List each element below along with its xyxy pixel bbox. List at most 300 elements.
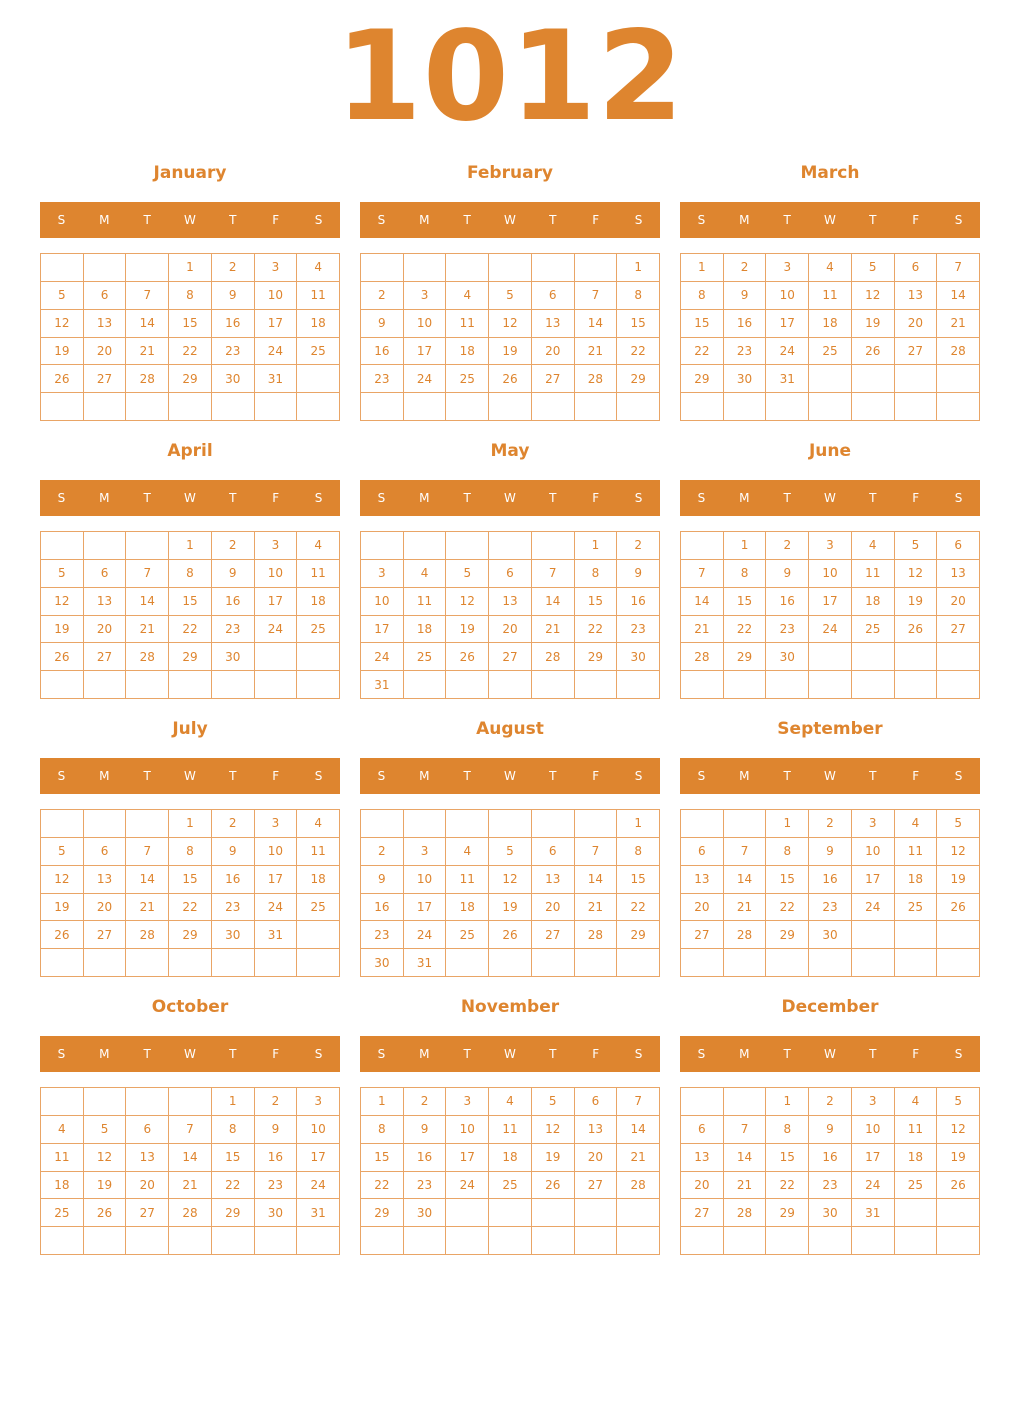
day-cell[interactable]: 27 [84, 921, 127, 949]
day-cell[interactable]: 2 [809, 1088, 852, 1116]
day-cell[interactable]: 5 [489, 838, 532, 866]
day-cell[interactable]: 14 [681, 588, 724, 616]
day-cell[interactable]: 10 [852, 838, 895, 866]
day-cell[interactable]: 4 [41, 1116, 84, 1144]
day-cell[interactable]: 18 [895, 1144, 938, 1172]
day-cell[interactable]: 24 [297, 1172, 340, 1200]
day-cell[interactable]: 25 [297, 616, 340, 644]
day-cell[interactable]: 9 [361, 866, 404, 894]
day-cell[interactable]: 15 [575, 588, 618, 616]
day-cell[interactable]: 1 [212, 1088, 255, 1116]
day-cell[interactable]: 15 [617, 866, 660, 894]
day-cell[interactable]: 9 [809, 1116, 852, 1144]
day-cell[interactable]: 20 [532, 338, 575, 366]
day-cell[interactable]: 12 [41, 866, 84, 894]
day-cell[interactable]: 14 [575, 310, 618, 338]
day-cell[interactable]: 19 [446, 616, 489, 644]
day-cell[interactable]: 23 [212, 338, 255, 366]
day-cell[interactable]: 23 [404, 1172, 447, 1200]
day-cell[interactable]: 31 [766, 365, 809, 393]
day-cell[interactable]: 18 [404, 616, 447, 644]
day-cell[interactable]: 6 [84, 560, 127, 588]
day-cell[interactable]: 3 [255, 532, 298, 560]
day-cell[interactable]: 13 [681, 866, 724, 894]
day-cell[interactable]: 28 [169, 1199, 212, 1227]
day-cell[interactable]: 17 [361, 616, 404, 644]
day-cell[interactable]: 26 [489, 921, 532, 949]
day-cell[interactable]: 13 [532, 310, 575, 338]
day-cell[interactable]: 9 [361, 310, 404, 338]
day-cell[interactable]: 23 [766, 616, 809, 644]
day-cell[interactable]: 26 [84, 1199, 127, 1227]
day-cell[interactable]: 3 [809, 532, 852, 560]
day-cell[interactable]: 13 [84, 588, 127, 616]
day-cell[interactable]: 25 [297, 338, 340, 366]
day-cell[interactable]: 4 [809, 254, 852, 282]
day-cell[interactable]: 31 [404, 949, 447, 977]
day-cell[interactable]: 25 [895, 894, 938, 922]
day-cell[interactable]: 6 [937, 532, 980, 560]
day-cell[interactable]: 12 [446, 588, 489, 616]
day-cell[interactable]: 2 [212, 810, 255, 838]
day-cell[interactable]: 11 [297, 282, 340, 310]
day-cell[interactable]: 2 [404, 1088, 447, 1116]
day-cell[interactable]: 9 [255, 1116, 298, 1144]
day-cell[interactable]: 24 [255, 894, 298, 922]
day-cell[interactable]: 24 [255, 338, 298, 366]
day-cell[interactable]: 8 [169, 838, 212, 866]
day-cell[interactable]: 18 [446, 894, 489, 922]
day-cell[interactable]: 1 [724, 532, 767, 560]
day-cell[interactable]: 26 [41, 643, 84, 671]
day-cell[interactable]: 8 [617, 282, 660, 310]
day-cell[interactable]: 3 [446, 1088, 489, 1116]
day-cell[interactable]: 11 [895, 838, 938, 866]
day-cell[interactable]: 5 [895, 532, 938, 560]
day-cell[interactable]: 22 [681, 338, 724, 366]
day-cell[interactable]: 11 [895, 1116, 938, 1144]
day-cell[interactable]: 7 [724, 838, 767, 866]
day-cell[interactable]: 13 [895, 282, 938, 310]
day-cell[interactable]: 20 [84, 616, 127, 644]
day-cell[interactable]: 10 [404, 310, 447, 338]
day-cell[interactable]: 16 [766, 588, 809, 616]
day-cell[interactable]: 24 [446, 1172, 489, 1200]
day-cell[interactable]: 17 [255, 866, 298, 894]
day-cell[interactable]: 18 [446, 338, 489, 366]
day-cell[interactable]: 16 [724, 310, 767, 338]
day-cell[interactable]: 25 [489, 1172, 532, 1200]
day-cell[interactable]: 28 [575, 365, 618, 393]
day-cell[interactable]: 3 [255, 254, 298, 282]
day-cell[interactable]: 29 [681, 365, 724, 393]
day-cell[interactable]: 31 [297, 1199, 340, 1227]
day-cell[interactable]: 22 [617, 338, 660, 366]
day-cell[interactable]: 7 [532, 560, 575, 588]
day-cell[interactable]: 4 [895, 1088, 938, 1116]
day-cell[interactable]: 9 [212, 838, 255, 866]
day-cell[interactable]: 3 [404, 282, 447, 310]
day-cell[interactable]: 20 [895, 310, 938, 338]
day-cell[interactable]: 29 [575, 643, 618, 671]
day-cell[interactable]: 28 [724, 1199, 767, 1227]
day-cell[interactable]: 2 [212, 532, 255, 560]
day-cell[interactable]: 11 [446, 866, 489, 894]
day-cell[interactable]: 11 [489, 1116, 532, 1144]
day-cell[interactable]: 6 [681, 838, 724, 866]
day-cell[interactable]: 8 [361, 1116, 404, 1144]
day-cell[interactable]: 18 [297, 310, 340, 338]
day-cell[interactable]: 4 [404, 560, 447, 588]
day-cell[interactable]: 23 [361, 365, 404, 393]
day-cell[interactable]: 14 [937, 282, 980, 310]
day-cell[interactable]: 2 [766, 532, 809, 560]
day-cell[interactable]: 13 [84, 310, 127, 338]
day-cell[interactable]: 10 [255, 560, 298, 588]
day-cell[interactable]: 7 [126, 560, 169, 588]
day-cell[interactable]: 30 [212, 643, 255, 671]
day-cell[interactable]: 27 [681, 921, 724, 949]
day-cell[interactable]: 14 [126, 310, 169, 338]
day-cell[interactable]: 11 [809, 282, 852, 310]
day-cell[interactable]: 21 [617, 1144, 660, 1172]
day-cell[interactable]: 7 [724, 1116, 767, 1144]
day-cell[interactable]: 25 [41, 1199, 84, 1227]
day-cell[interactable]: 31 [255, 365, 298, 393]
day-cell[interactable]: 10 [852, 1116, 895, 1144]
day-cell[interactable]: 25 [446, 365, 489, 393]
day-cell[interactable]: 23 [212, 894, 255, 922]
day-cell[interactable]: 18 [297, 866, 340, 894]
day-cell[interactable]: 17 [852, 1144, 895, 1172]
day-cell[interactable]: 7 [617, 1088, 660, 1116]
day-cell[interactable]: 10 [766, 282, 809, 310]
day-cell[interactable]: 28 [617, 1172, 660, 1200]
day-cell[interactable]: 11 [297, 838, 340, 866]
day-cell[interactable]: 28 [126, 643, 169, 671]
day-cell[interactable]: 12 [41, 588, 84, 616]
day-cell[interactable]: 29 [169, 921, 212, 949]
day-cell[interactable]: 2 [617, 532, 660, 560]
day-cell[interactable]: 6 [126, 1116, 169, 1144]
day-cell[interactable]: 17 [404, 338, 447, 366]
day-cell[interactable]: 22 [575, 616, 618, 644]
day-cell[interactable]: 12 [937, 1116, 980, 1144]
day-cell[interactable]: 8 [681, 282, 724, 310]
day-cell[interactable]: 4 [895, 810, 938, 838]
day-cell[interactable]: 7 [575, 838, 618, 866]
day-cell[interactable]: 26 [446, 643, 489, 671]
day-cell[interactable]: 14 [169, 1144, 212, 1172]
day-cell[interactable]: 30 [766, 643, 809, 671]
day-cell[interactable]: 6 [681, 1116, 724, 1144]
day-cell[interactable]: 19 [84, 1172, 127, 1200]
day-cell[interactable]: 4 [446, 282, 489, 310]
day-cell[interactable]: 11 [297, 560, 340, 588]
day-cell[interactable]: 18 [852, 588, 895, 616]
day-cell[interactable]: 6 [84, 282, 127, 310]
day-cell[interactable]: 3 [852, 810, 895, 838]
day-cell[interactable]: 22 [617, 894, 660, 922]
day-cell[interactable]: 2 [361, 838, 404, 866]
day-cell[interactable]: 20 [84, 894, 127, 922]
day-cell[interactable]: 31 [255, 921, 298, 949]
day-cell[interactable]: 5 [446, 560, 489, 588]
day-cell[interactable]: 6 [895, 254, 938, 282]
day-cell[interactable]: 7 [681, 560, 724, 588]
day-cell[interactable]: 6 [575, 1088, 618, 1116]
day-cell[interactable]: 26 [852, 338, 895, 366]
day-cell[interactable]: 5 [41, 838, 84, 866]
day-cell[interactable]: 10 [809, 560, 852, 588]
day-cell[interactable]: 8 [766, 1116, 809, 1144]
day-cell[interactable]: 3 [255, 810, 298, 838]
day-cell[interactable]: 23 [212, 616, 255, 644]
day-cell[interactable]: 17 [255, 310, 298, 338]
day-cell[interactable]: 9 [212, 282, 255, 310]
day-cell[interactable]: 20 [126, 1172, 169, 1200]
day-cell[interactable]: 23 [617, 616, 660, 644]
day-cell[interactable]: 27 [937, 616, 980, 644]
day-cell[interactable]: 20 [532, 894, 575, 922]
day-cell[interactable]: 26 [41, 365, 84, 393]
day-cell[interactable]: 31 [852, 1199, 895, 1227]
day-cell[interactable]: 2 [255, 1088, 298, 1116]
day-cell[interactable]: 16 [255, 1144, 298, 1172]
day-cell[interactable]: 14 [575, 866, 618, 894]
day-cell[interactable]: 7 [937, 254, 980, 282]
day-cell[interactable]: 30 [255, 1199, 298, 1227]
day-cell[interactable]: 10 [404, 866, 447, 894]
day-cell[interactable]: 16 [617, 588, 660, 616]
day-cell[interactable]: 11 [404, 588, 447, 616]
day-cell[interactable]: 29 [617, 921, 660, 949]
day-cell[interactable]: 22 [766, 1172, 809, 1200]
day-cell[interactable]: 21 [724, 1172, 767, 1200]
day-cell[interactable]: 4 [297, 532, 340, 560]
day-cell[interactable]: 14 [532, 588, 575, 616]
day-cell[interactable]: 1 [169, 532, 212, 560]
day-cell[interactable]: 4 [446, 838, 489, 866]
day-cell[interactable]: 27 [532, 365, 575, 393]
day-cell[interactable]: 12 [937, 838, 980, 866]
day-cell[interactable]: 28 [126, 365, 169, 393]
day-cell[interactable]: 26 [532, 1172, 575, 1200]
day-cell[interactable]: 28 [724, 921, 767, 949]
day-cell[interactable]: 8 [212, 1116, 255, 1144]
day-cell[interactable]: 10 [446, 1116, 489, 1144]
day-cell[interactable]: 30 [724, 365, 767, 393]
day-cell[interactable]: 12 [489, 310, 532, 338]
day-cell[interactable]: 8 [724, 560, 767, 588]
day-cell[interactable]: 6 [532, 838, 575, 866]
day-cell[interactable]: 21 [169, 1172, 212, 1200]
day-cell[interactable]: 25 [895, 1172, 938, 1200]
day-cell[interactable]: 31 [361, 671, 404, 699]
day-cell[interactable]: 19 [489, 338, 532, 366]
day-cell[interactable]: 19 [937, 1144, 980, 1172]
day-cell[interactable]: 10 [255, 838, 298, 866]
day-cell[interactable]: 13 [84, 866, 127, 894]
day-cell[interactable]: 3 [297, 1088, 340, 1116]
day-cell[interactable]: 10 [297, 1116, 340, 1144]
day-cell[interactable]: 13 [575, 1116, 618, 1144]
day-cell[interactable]: 28 [532, 643, 575, 671]
day-cell[interactable]: 29 [617, 365, 660, 393]
day-cell[interactable]: 24 [852, 894, 895, 922]
day-cell[interactable]: 17 [404, 894, 447, 922]
day-cell[interactable]: 9 [766, 560, 809, 588]
day-cell[interactable]: 2 [809, 810, 852, 838]
day-cell[interactable]: 22 [169, 894, 212, 922]
day-cell[interactable]: 12 [852, 282, 895, 310]
day-cell[interactable]: 25 [446, 921, 489, 949]
day-cell[interactable]: 1 [766, 810, 809, 838]
day-cell[interactable]: 22 [169, 616, 212, 644]
day-cell[interactable]: 22 [766, 894, 809, 922]
day-cell[interactable]: 25 [809, 338, 852, 366]
day-cell[interactable]: 21 [575, 338, 618, 366]
day-cell[interactable]: 1 [169, 810, 212, 838]
day-cell[interactable]: 24 [404, 921, 447, 949]
day-cell[interactable]: 7 [126, 838, 169, 866]
day-cell[interactable]: 14 [126, 588, 169, 616]
day-cell[interactable]: 5 [852, 254, 895, 282]
day-cell[interactable]: 28 [575, 921, 618, 949]
day-cell[interactable]: 5 [489, 282, 532, 310]
day-cell[interactable]: 29 [212, 1199, 255, 1227]
day-cell[interactable]: 26 [937, 1172, 980, 1200]
day-cell[interactable]: 6 [489, 560, 532, 588]
day-cell[interactable]: 15 [681, 310, 724, 338]
day-cell[interactable]: 13 [532, 866, 575, 894]
day-cell[interactable]: 25 [404, 643, 447, 671]
day-cell[interactable]: 30 [404, 1199, 447, 1227]
day-cell[interactable]: 14 [126, 866, 169, 894]
day-cell[interactable]: 4 [297, 254, 340, 282]
day-cell[interactable]: 29 [766, 1199, 809, 1227]
day-cell[interactable]: 9 [809, 838, 852, 866]
day-cell[interactable]: 30 [809, 921, 852, 949]
day-cell[interactable]: 27 [575, 1172, 618, 1200]
day-cell[interactable]: 20 [681, 894, 724, 922]
day-cell[interactable]: 30 [361, 949, 404, 977]
day-cell[interactable]: 15 [766, 866, 809, 894]
day-cell[interactable]: 13 [126, 1144, 169, 1172]
day-cell[interactable]: 29 [766, 921, 809, 949]
day-cell[interactable]: 20 [937, 588, 980, 616]
day-cell[interactable]: 24 [404, 365, 447, 393]
day-cell[interactable]: 21 [575, 894, 618, 922]
day-cell[interactable]: 18 [809, 310, 852, 338]
day-cell[interactable]: 2 [361, 282, 404, 310]
day-cell[interactable]: 27 [126, 1199, 169, 1227]
day-cell[interactable]: 12 [895, 560, 938, 588]
day-cell[interactable]: 19 [41, 338, 84, 366]
day-cell[interactable]: 5 [41, 560, 84, 588]
day-cell[interactable]: 24 [852, 1172, 895, 1200]
day-cell[interactable]: 3 [404, 838, 447, 866]
day-cell[interactable]: 23 [361, 921, 404, 949]
day-cell[interactable]: 17 [852, 866, 895, 894]
day-cell[interactable]: 8 [169, 282, 212, 310]
day-cell[interactable]: 23 [724, 338, 767, 366]
day-cell[interactable]: 22 [212, 1172, 255, 1200]
day-cell[interactable]: 2 [212, 254, 255, 282]
day-cell[interactable]: 15 [724, 588, 767, 616]
day-cell[interactable]: 9 [724, 282, 767, 310]
day-cell[interactable]: 13 [681, 1144, 724, 1172]
day-cell[interactable]: 9 [617, 560, 660, 588]
day-cell[interactable]: 12 [84, 1144, 127, 1172]
day-cell[interactable]: 4 [852, 532, 895, 560]
day-cell[interactable]: 11 [852, 560, 895, 588]
day-cell[interactable]: 16 [212, 310, 255, 338]
day-cell[interactable]: 18 [489, 1144, 532, 1172]
day-cell[interactable]: 27 [895, 338, 938, 366]
day-cell[interactable]: 1 [617, 254, 660, 282]
day-cell[interactable]: 15 [169, 310, 212, 338]
day-cell[interactable]: 24 [766, 338, 809, 366]
day-cell[interactable]: 4 [297, 810, 340, 838]
day-cell[interactable]: 18 [297, 588, 340, 616]
day-cell[interactable]: 30 [212, 921, 255, 949]
day-cell[interactable]: 9 [212, 560, 255, 588]
day-cell[interactable]: 5 [84, 1116, 127, 1144]
day-cell[interactable]: 15 [617, 310, 660, 338]
day-cell[interactable]: 29 [169, 643, 212, 671]
day-cell[interactable]: 21 [724, 894, 767, 922]
day-cell[interactable]: 16 [212, 588, 255, 616]
day-cell[interactable]: 23 [809, 1172, 852, 1200]
day-cell[interactable]: 21 [126, 616, 169, 644]
day-cell[interactable]: 28 [937, 338, 980, 366]
day-cell[interactable]: 21 [681, 616, 724, 644]
day-cell[interactable]: 16 [809, 1144, 852, 1172]
day-cell[interactable]: 8 [575, 560, 618, 588]
day-cell[interactable]: 17 [766, 310, 809, 338]
day-cell[interactable]: 30 [617, 643, 660, 671]
day-cell[interactable]: 16 [361, 338, 404, 366]
day-cell[interactable]: 10 [255, 282, 298, 310]
day-cell[interactable]: 26 [41, 921, 84, 949]
day-cell[interactable]: 27 [681, 1199, 724, 1227]
day-cell[interactable]: 3 [361, 560, 404, 588]
day-cell[interactable]: 11 [41, 1144, 84, 1172]
day-cell[interactable]: 16 [809, 866, 852, 894]
day-cell[interactable]: 13 [937, 560, 980, 588]
day-cell[interactable]: 15 [212, 1144, 255, 1172]
day-cell[interactable]: 18 [895, 866, 938, 894]
day-cell[interactable]: 12 [41, 310, 84, 338]
day-cell[interactable]: 3 [766, 254, 809, 282]
day-cell[interactable]: 13 [489, 588, 532, 616]
day-cell[interactable]: 26 [489, 365, 532, 393]
day-cell[interactable]: 5 [937, 1088, 980, 1116]
day-cell[interactable]: 7 [126, 282, 169, 310]
day-cell[interactable]: 25 [852, 616, 895, 644]
day-cell[interactable]: 19 [41, 616, 84, 644]
day-cell[interactable]: 14 [724, 1144, 767, 1172]
day-cell[interactable]: 15 [169, 588, 212, 616]
day-cell[interactable]: 1 [575, 532, 618, 560]
day-cell[interactable]: 8 [169, 560, 212, 588]
day-cell[interactable]: 18 [41, 1172, 84, 1200]
day-cell[interactable]: 27 [532, 921, 575, 949]
day-cell[interactable]: 14 [617, 1116, 660, 1144]
day-cell[interactable]: 1 [361, 1088, 404, 1116]
day-cell[interactable]: 7 [575, 282, 618, 310]
